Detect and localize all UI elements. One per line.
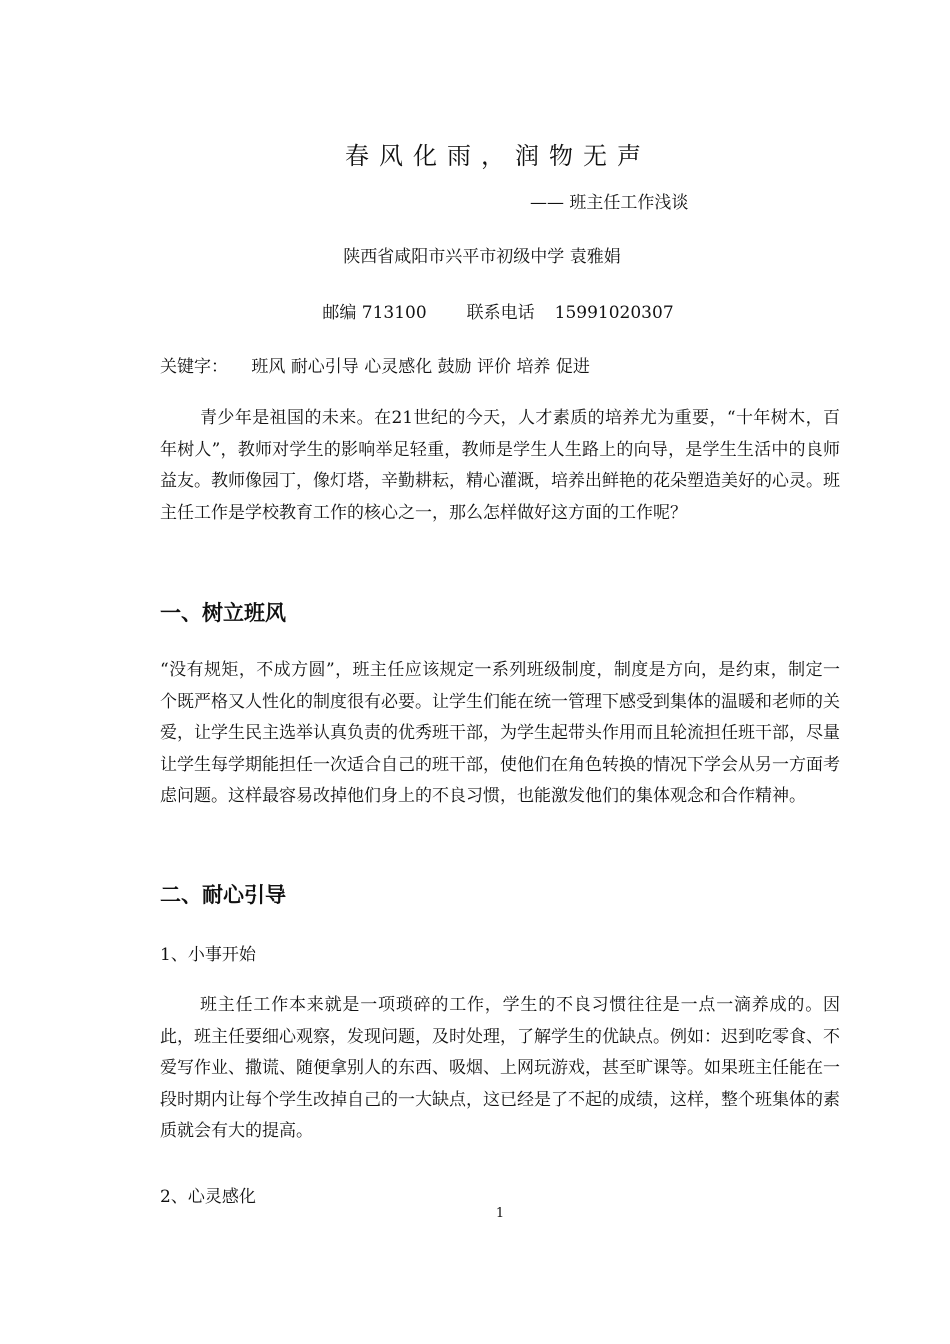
keyword-item: 耐心引导 — [290, 357, 359, 377]
intro-paragraph: 青少年是祖国的未来。在21世纪的今天，人才素质的培养尤为重要，“十年树木，百年树人”，教师对学生的影响举足轻重，教师是学生人生路上的向导，是学生生活中的良师益友。教师像园丁，像灯塔，辛勤耕耘，精心灌溉，培养出鲜艳的花朵塑造美好的心灵。班主任工作是学校教育工作的核心之一，那么怎样做好这方面的工作呢？ — [160, 408, 840, 523]
document-subtitle: —— 班主任工作浅谈 — [530, 193, 689, 213]
postcode-value: 713100 — [361, 303, 427, 323]
keywords-line — [160, 352, 590, 377]
keywords-label: 关键字： — [160, 357, 228, 377]
keyword-item: 促进 — [555, 357, 590, 377]
keyword-item: 班风 — [251, 357, 286, 377]
document-title: 春风化雨，润物无声 — [345, 142, 651, 170]
keyword-item: 培养 — [516, 357, 551, 377]
phone-label: 联系电话 — [466, 303, 535, 323]
subsection1-heading: 1、小事开始 — [160, 945, 256, 965]
keyword-item: 鼓励 — [437, 357, 472, 377]
keyword-item: 心灵感化 — [364, 357, 433, 377]
section1-heading: 一、树立班风 — [160, 601, 286, 625]
section1-paragraph: “没有规矩，不成方圆”，班主任应该规定一系列班级制度，制度是方向，是约束，制定一个既严格又人性化的制度很有必要。让学生们能在统一管理下感受到集体的温暖和老师的关爱，让学生民主选举认真负责的优秀班干部，为学生起带头作用而且轮流担任班干部，尽量让学生每学期能担任一次适合自己的班干部，使他们在角色转换的情况下学会从另一方面考虑问题。这样最容易改掉他们身上的不良习惯，也能激发他们的集体观念和合作精神。 — [160, 660, 840, 806]
author-line: 陕西省咸阳市兴平市初级中学 袁雅娟 — [343, 247, 621, 267]
contact-line — [0, 298, 950, 323]
page-number: 1 — [495, 1206, 505, 1221]
subsection2-heading: 2、心灵感化 — [160, 1187, 256, 1207]
keyword-item: 评价 — [477, 357, 512, 377]
section2-heading: 二、耐心引导 — [160, 883, 286, 907]
postcode-label: 邮编 — [322, 303, 357, 323]
phone-value: 15991020307 — [554, 303, 674, 323]
subsection1-paragraph: 班主任工作本来就是一项琐碎的工作，学生的不良习惯往往是一点一滴养成的。因此，班主任要细心观察，发现问题，及时处理，了解学生的优缺点。例如：迟到吃零食、不爱写作业、撒谎、随便拿别人的东西、吸烟、上网玩游戏，甚至旷课等。如果班主任能在一段时期内让每个学生改掉自己的一大缺点，这已经是了不起的成绩，这样，整个班集体的素质就会有大的提高。 — [160, 995, 840, 1141]
